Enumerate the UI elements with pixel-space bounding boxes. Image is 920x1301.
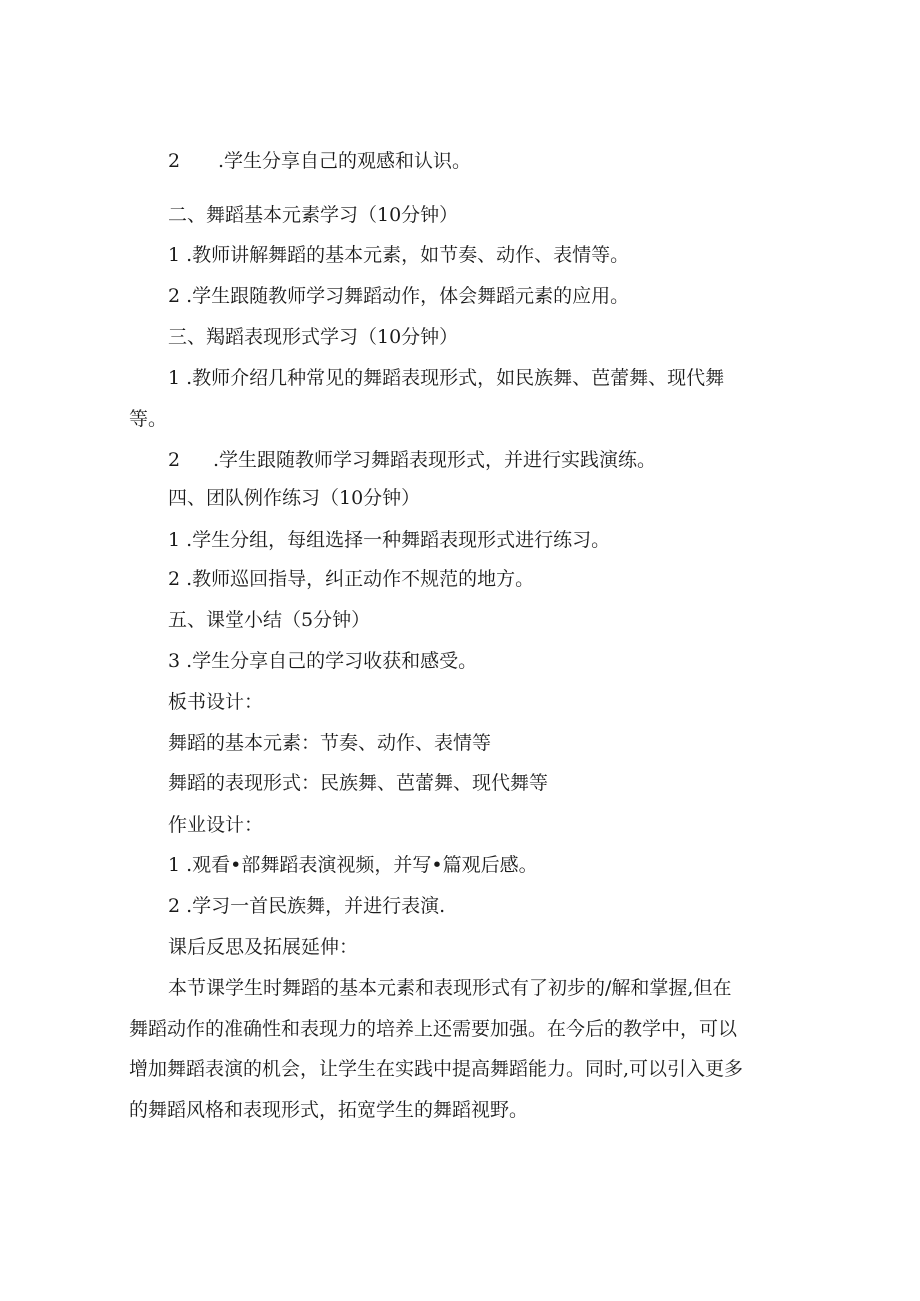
list-item [168, 149, 471, 173]
list-item: 1 .观看•部舞蹈表演视频，并写•篇观后感。 [168, 854, 538, 876]
list-item-continuation: 等。 [129, 408, 168, 430]
text-line: 舞蹈的表现形式：民族舞、芭蕾舞、现代舞等 [168, 772, 549, 794]
list-item: 3 .学生分享自己的学习收获和感受。 [168, 650, 478, 672]
subheading: 板书设计： [168, 691, 264, 713]
text-line: 舞蹈的基本元素：节奏、动作、表情等 [168, 732, 492, 754]
list-item: 1 .学生分组，每组选择一种舞蹈表现形式进行练习。 [168, 529, 611, 551]
list-item: 2 .教师巡回指导，纠正动作不规范的地方。 [168, 568, 535, 590]
list-item: 2 .学习一首民族舞，并进行表演. [168, 895, 446, 917]
list-item: 2 .学生跟随教师学习舞蹈动作，体会舞蹈元素的应用。 [168, 285, 630, 307]
item-number: 2 [168, 150, 181, 172]
section-heading: 三、羯蹈表现形式学习（10分钟） [168, 326, 459, 348]
list-item [168, 448, 656, 472]
paragraph-line: 的舞蹈风格和表现形式，拓宽学生的舞蹈视野。 [129, 1099, 529, 1121]
list-item: 1 .教师讲解舞蹈的基本元素，如节奏、动作、表情等。 [168, 244, 630, 266]
section-heading: 五、课堂小结（5分钟） [168, 609, 371, 631]
paragraph-line: 增加舞蹈表演的机会，让学生在实践中提高舞蹈能力。同时,可以引入更多 [129, 1058, 744, 1080]
subheading: 作业设计： [168, 814, 264, 836]
paragraph-line: 舞蹈动作的准确性和表现力的培养上还需要加强。在今后的教学中，可以 [129, 1018, 738, 1040]
section-heading: 四、团队例作练习（10分钟） [168, 487, 421, 509]
item-text: .学生分享自己的观感和认识。 [218, 150, 472, 172]
list-item: 1 .教师介绍几种常见的舞蹈表现形式，如民族舞、芭蕾舞、现代舞 [168, 367, 725, 389]
subheading: 课后反思及拓展延伸： [168, 936, 359, 958]
item-text: .学生跟随教师学习舞蹈表现形式，并进行实践演练。 [213, 449, 657, 471]
item-number: 2 [168, 449, 181, 471]
paragraph-line: 本节课学生时舞蹈的基本元素和表现形式有了初步的/解和掌握,但在 [168, 977, 732, 999]
section-heading: 二、舞蹈基本元素学习（10分钟） [168, 204, 459, 226]
